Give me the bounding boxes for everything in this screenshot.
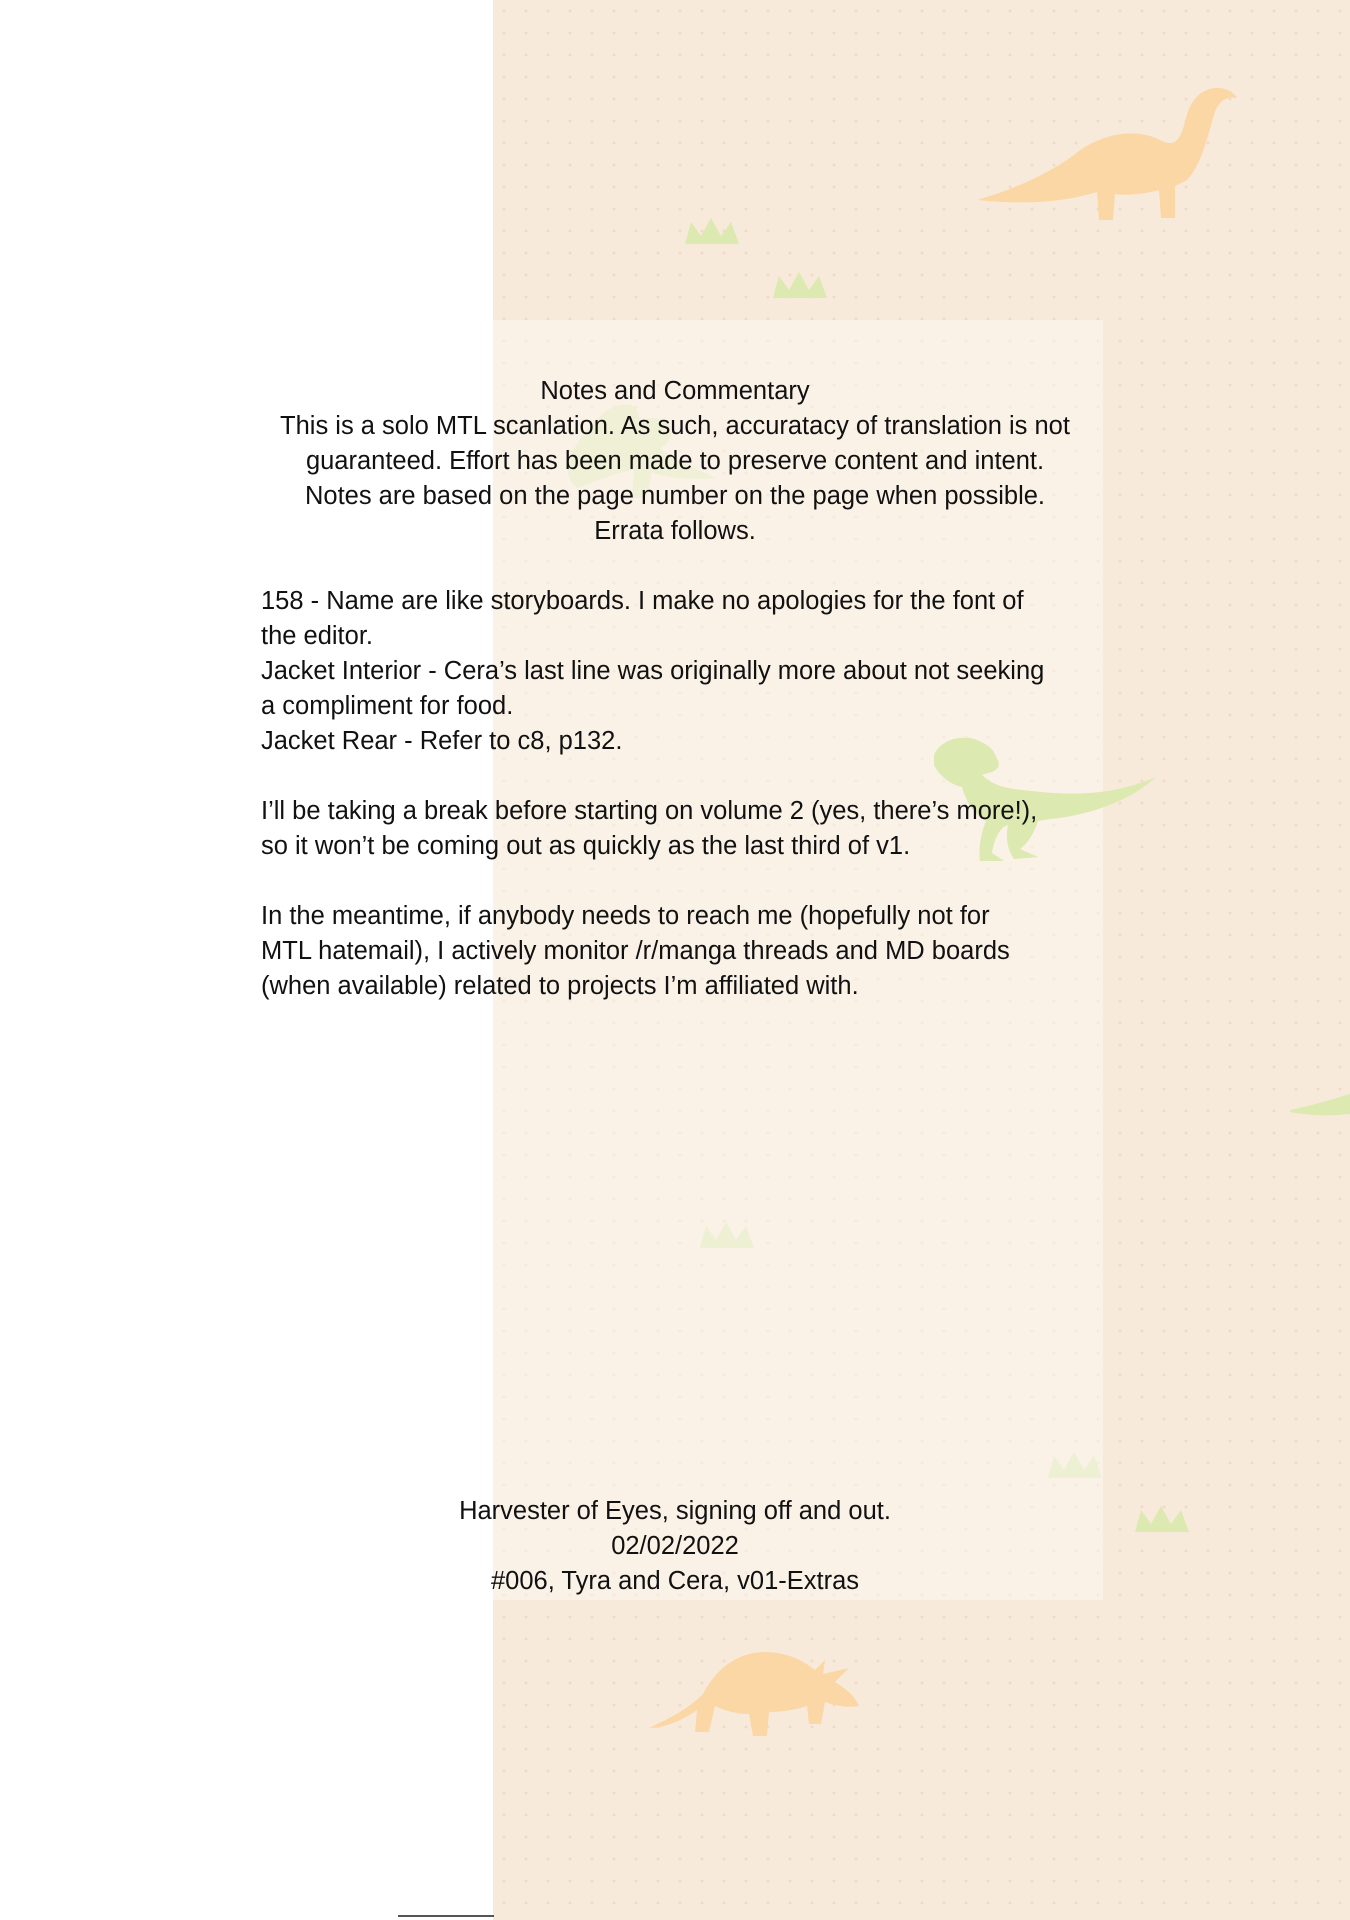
contact-note-line: In the meantime, if anybody needs to reach me (hopefully not for <box>261 902 990 930</box>
intro-line: Errata follows. <box>594 517 756 545</box>
page-title: Notes and Commentary <box>540 377 810 405</box>
signoff-release: #006, Tyra and Cera, v01-Extras <box>490 1567 860 1595</box>
signoff-date: 02/02/2022 <box>611 1532 739 1560</box>
intro-line: Notes are based on the page number on the page when possible. <box>304 482 1046 510</box>
note-line: 158 - Name are like storyboards. I make no apologies for the font of <box>261 587 1024 615</box>
contact-note-line: (when available) related to projects I’m affiliated with. <box>261 972 859 1000</box>
note-line: Jacket Interior - Cera’s last line was originally more about not seeking <box>261 657 1045 685</box>
page-edge-mark <box>398 1915 494 1917</box>
note-line: the editor. <box>261 622 373 650</box>
break-note-line: so it won’t be coming out as quickly as the last third of v1. <box>261 832 911 860</box>
note-line: Jacket Rear - Refer to c8, p132. <box>261 727 623 755</box>
contact-note-line: MTL hatemail), I actively monitor /r/manga threads and MD boards <box>261 937 1010 965</box>
intro-line: guaranteed. Effort has been made to preserve content and intent. <box>305 447 1045 475</box>
note-line: a compliment for food. <box>261 692 514 720</box>
break-note-line: I’ll be taking a break before starting on volume 2 (yes, there’s more!), <box>261 797 1038 825</box>
intro-line: This is a solo MTL scanlation. As such, accuratacy of translation is not <box>280 412 1070 440</box>
signoff-line: Harvester of Eyes, signing off and out. <box>459 1497 891 1525</box>
